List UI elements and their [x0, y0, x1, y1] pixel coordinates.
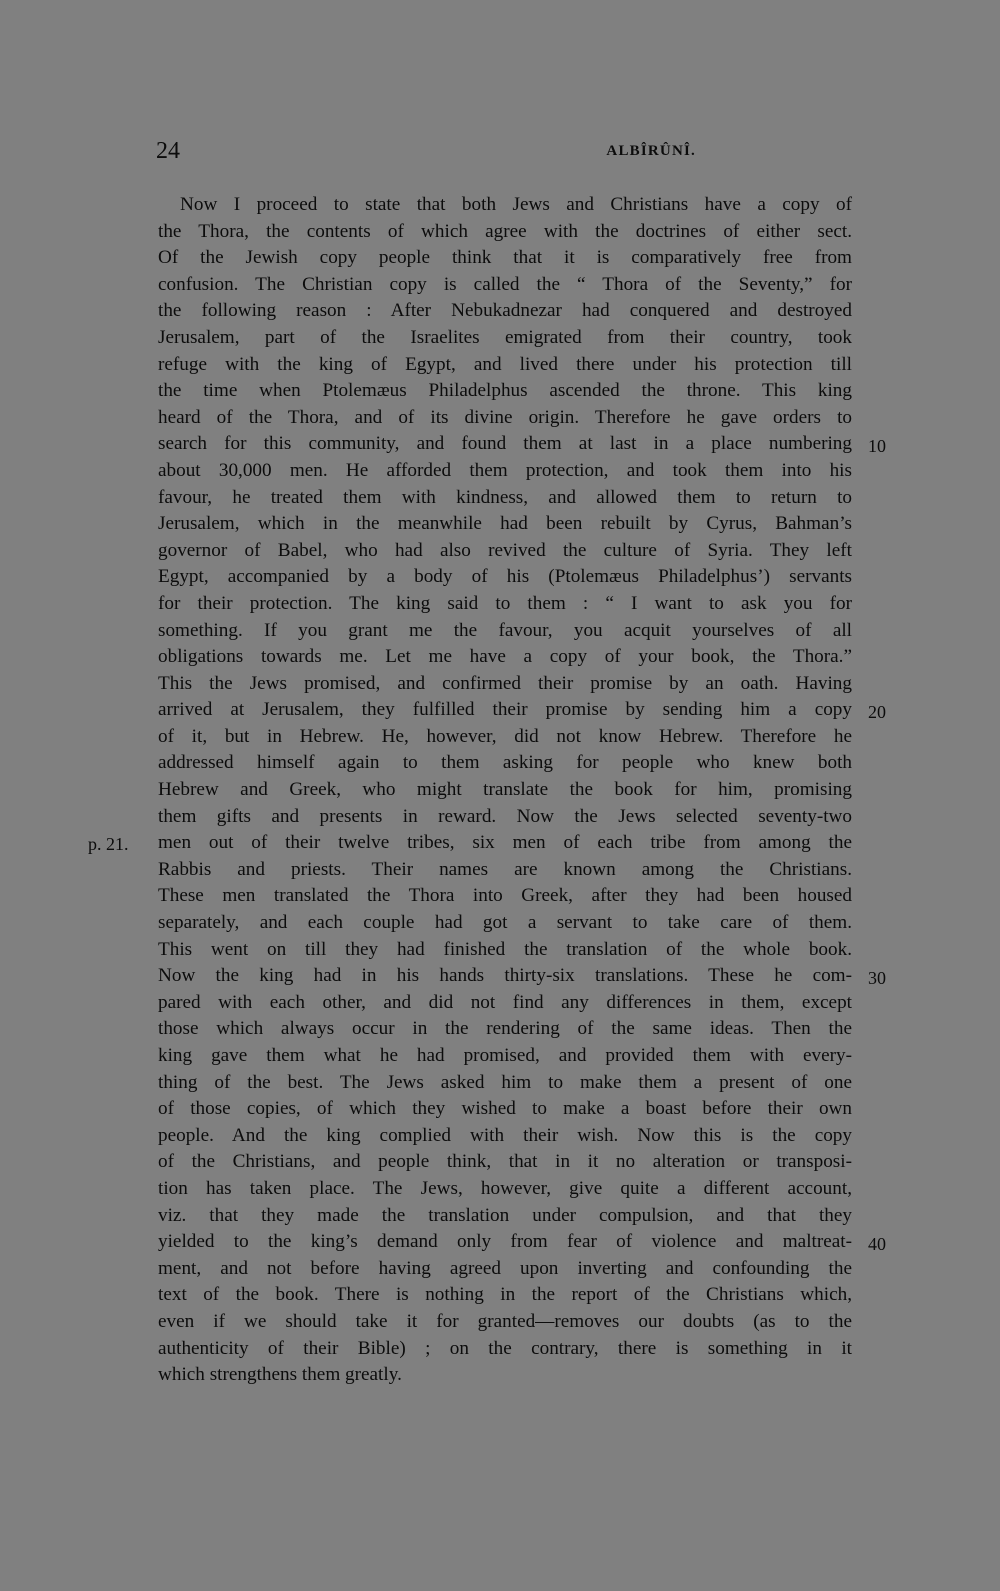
- margin-page-reference: p. 21.: [88, 834, 129, 854]
- text-line: favour, he treated them with kindness, and allowed them to return to: [158, 486, 852, 508]
- margin-line-number: 10: [868, 436, 886, 456]
- text-line: separately, and each couple had got a servant to take care of them.: [158, 912, 852, 934]
- text-line: Of the Jewish copy people think that it is comparatively free from: [158, 247, 852, 269]
- text-line: something. If you grant me the favour, you acquit yourselves of all: [158, 619, 852, 641]
- text-line: tion has taken place. The Jews, however, give quite a different account,: [158, 1177, 852, 1199]
- text-line: Now I proceed to state that both Jews and Christians have a copy of: [180, 194, 852, 215]
- text-line-last: which strengthens them greatly.: [158, 1364, 402, 1386]
- text-line: Rabbis and priests. Their names are known among the Christians.: [158, 858, 852, 880]
- text-line: the Thora, the contents of which agree with the doctrines of either sect.: [158, 220, 852, 242]
- text-line: for their protection. The king said to them : “ I want to ask you for: [158, 592, 852, 614]
- text-line: Jerusalem, which in the meanwhile had been rebuilt by Cyrus, Bahman’s: [158, 513, 852, 535]
- text-line: obligations towards me. Let me have a copy of your book, the Thora.”: [158, 646, 852, 668]
- text-line: heard of the Thora, and of its divine origin. Therefore he gave orders to: [158, 406, 852, 428]
- text-line: thing of the best. The Jews asked him to make them a present of one: [158, 1071, 852, 1093]
- text-line: Hebrew and Greek, who might translate the book for him, promising: [158, 779, 852, 801]
- body-text: [158, 192, 852, 1389]
- text-line: This went on till they had finished the translation of the whole book.: [158, 938, 852, 960]
- text-line: Now the king had in his hands thirty-six translations. These he com-: [158, 965, 852, 987]
- text-line: of it, but in Hebrew. He, however, did not know Hebrew. Therefore he: [158, 725, 852, 747]
- text-line: governor of Babel, who had also revived the culture of Syria. They left: [158, 539, 852, 561]
- text-line: even if we should take it for granted—removes our doubts (as to the: [158, 1310, 852, 1332]
- text-line: ment, and not before having agreed upon inverting and confounding the: [158, 1257, 852, 1279]
- text-line: king gave them what he had promised, and provided them with every-: [158, 1045, 852, 1066]
- text-line: These men translated the Thora into Greek, after they had been housed: [158, 885, 852, 907]
- text-line: confusion. The Christian copy is called the “ Thora of the Seventy,” for: [158, 273, 852, 295]
- text-line: Egypt, accompanied by a body of his (Ptolemæus Philadelphus’) servants: [158, 566, 852, 588]
- text-line: those which always occur in the rendering of the same ideas. Then the: [158, 1018, 852, 1040]
- text-line: This the Jews promised, and confirmed their promise by an oath. Having: [158, 672, 852, 694]
- text-line: the following reason : After Nebukadnezar had conquered and destroyed: [158, 300, 852, 322]
- text-line: viz. that they made the translation under compulsion, and that they: [158, 1204, 852, 1226]
- text-line: Jerusalem, part of the Israelites emigrated from their country, took: [158, 326, 852, 348]
- text-line: text of the book. There is nothing in the report of the Christians which,: [158, 1284, 852, 1306]
- text-line: them gifts and presents in reward. Now the Jews selected seventy-two: [158, 805, 852, 827]
- text-line: about 30,000 men. He afforded them protection, and took them into his: [158, 459, 852, 481]
- text-line: authenticity of their Bible) ; on the contrary, there is something in it: [158, 1337, 852, 1359]
- text-line: people. And the king complied with their wish. Now this is the copy: [158, 1124, 852, 1146]
- running-head: [156, 136, 852, 166]
- text-line: men out of their twelve tribes, six men of each tribe from among the: [158, 832, 852, 854]
- text-line: refuge with the king of Egypt, and lived there under his protection till: [158, 353, 852, 375]
- margin-line-number: 40: [868, 1234, 886, 1254]
- text-line: addressed himself again to them asking for people who knew both: [158, 752, 852, 774]
- margin-line-number: 20: [868, 702, 886, 722]
- running-title: ALBÎRÛNÎ.: [606, 143, 696, 159]
- margin-line-number: 30: [868, 968, 886, 988]
- text-line: pared with each other, and did not find any differences in them, except: [158, 991, 852, 1013]
- text-line: yielded to the king’s demand only from fear of violence and maltreat-: [158, 1231, 852, 1253]
- page-number: 24: [156, 138, 180, 164]
- text-line: of the Christians, and people think, that in it no alteration or transposi-: [158, 1151, 852, 1173]
- text-line: the time when Ptolemæus Philadelphus ascended the throne. This king: [158, 380, 852, 402]
- text-line: arrived at Jerusalem, they fulfilled their promise by sending him a copy: [158, 699, 852, 721]
- text-line: of those copies, of which they wished to make a boast before their own: [158, 1098, 852, 1120]
- text-line: search for this community, and found them at last in a place numbering: [158, 433, 852, 455]
